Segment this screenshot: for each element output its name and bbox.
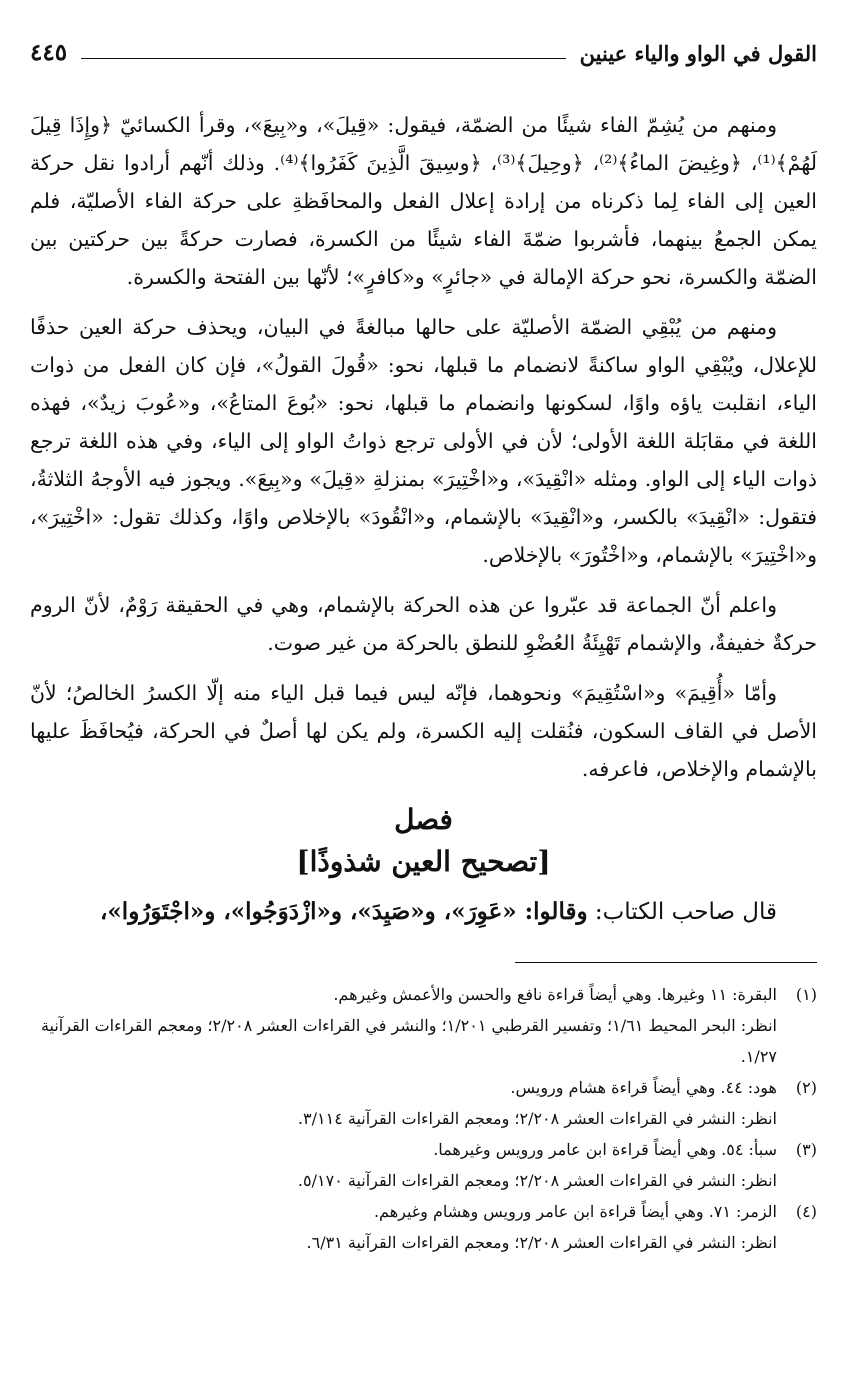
footnote-text: سبأ: ٥٤. وهي أيضاً قراءة ابن عامر ورويس وغيرهما. [433,1140,777,1159]
footnote-reference: انظر: النشر في القراءات العشر ٢/٢٠٨؛ ومعجم القراءات القرآنية ٦/٣١. [306,1233,777,1252]
paragraph: واعلم أنّ الجماعة قد عبّروا عن هذه الحركة بالإشمام، وهي في الحقيقة رَوْمٌ، لأنّ الروم حركةٌ خفيفةٌ، والإشمام تَهْيِئَةُ العُضْوِ للنطق بالحركة من غير صوت. [30,593,817,655]
footnote [30,979,817,1010]
footnote-number: (١) [795,985,817,1004]
footnote-reference: انظر: البحر المحيط ١/٦١؛ وتفسير القرطبي ١/٢٠١؛ والنشر في القراءات العشر ٢/٢٠٨؛ ومعجم القراءات القرآنية ١/٢٧. [40,1016,777,1066]
page-number: ٤٤٥ [30,39,68,66]
header-rule [81,58,566,59]
section-subheading: [تصحيح العين شذوذًا] [296,845,551,878]
section-heading: فصل [394,803,453,836]
footnote [30,1196,817,1227]
footnote [30,1134,817,1165]
paragraph: ومنهم من يُشِمّ الفاء شيئًا من الضمّة، فيقول: «قِيلَ»، و«بِيعَ»، وقرأ الكسائيّ ﴿وإِذَا قِيلَ لَهُمْ﴾⁽¹⁾، ﴿وغِيضَ الماءُ﴾⁽²⁾، ﴿وحِيلَ﴾⁽³⁾، ﴿وسِيقَ الَّذِينَ كَفَرُوا﴾⁽⁴⁾. وذلك أنّهم أرادوا نقل حركة العين إلى الفاء لِما ذكرناه من إرادة إعلال الفعل والمحافَظةِ على حركة الفاء الأصليّة، فلم يمكن الجمعُ بينهما، فأشربوا ضمّةَ الفاء شيئًا من الكسرة، فصارت حركةً بين حركتين بين الضمّة والكسرة، نحو حركة الإمالة في «جائرٍ» و«كافرٍ»؛ لأنّها بين الفتحة والكسرة. [30,113,817,289]
book-page [30,36,817,1258]
footnote-number: (٤) [795,1202,817,1221]
footnote [30,1072,817,1103]
quote-intro: قال صاحب الكتاب: [594,899,777,925]
paragraph: وأمّا «أُقِيمَ» و«اسْتُقِيمَ» ونحوهما، فإنّه ليس فيما قبل الياء منه إلّا الكسرُ الخالصُ؛ لأنّ الأصل في القاف السكون، فنُقلت إليه الكسرة، ولم يكن لها أصلٌ في الحركة، فيُحافَظَ عليها بالإشمام والإخلاص، فاعرفه. [30,681,817,781]
footnote-number: (٢) [795,1078,817,1097]
footnote-reference: انظر: النشر في القراءات العشر ٢/٢٠٨؛ ومعجم القراءات القرآنية ٥/١٧٠. [297,1171,777,1190]
footnotes [30,979,817,1258]
footnote-text: الزمر: ٧١. وهي أيضاً قراءة ابن عامر ورويس وهشام وغيرهم. [373,1202,777,1221]
footnote-rule [515,962,817,963]
quote-text: وقالوا: «عَوِرَ»، و«صَيِدَ»، و«ازْدَوَجُوا»، و«اجْتَوَرُوا»، [100,898,588,925]
footnote-reference: انظر: النشر في القراءات العشر ٢/٢٠٨؛ ومعجم القراءات القرآنية ٣/١١٤. [297,1109,777,1128]
author-quote [30,890,817,934]
footnote-text: البقرة: ١١ وغيرها. وهي أيضاً قراءة نافع والحسن والأعمش وغيرهم. [333,985,777,1004]
running-header-title: القول في الواو والياء عينين [579,41,817,66]
running-header [30,36,817,66]
paragraph: ومنهم من يُبْقِي الضمّة الأصليّة على حالها مبالغةً في البيان، ويحذف حركة العين حذفًا للإعلال، ويُبْقِي الواو ساكنةً لانضمام ما قبلها، نحو: «قُولَ القولُ»، فإن كان الفعل من ذوات الياء، انقلبت ياؤه واوًا، لسكونها وانضمام ما قبلها، نحو: «بُوعَ المتاعُ»، و«عُوبَ زيدٌ»، فهذه اللغة في مقابَلة اللغة الأولى؛ لأن في الأولى ترجع ذواتُ الواو إلى الياء، وفي هذه اللغة ترجع ذوات الياء إلى الواو. ومثله «انْقِيدَ»، و«اخْتِيرَ» بمنزلةِ «قِيلَ» و«بِيعَ». ويجوز فيه الأوجهُ الثلاثةُ، فتقول: «انْقِيدَ» بالكسر، و«انْقِيدَ» بالإشمام، و«انْقُودَ» بالإخلاص واوًا، وكذلك تقول: «اخْتِيرَ»، و«اخْتِيرَ» بالإشمام، و«اخْتُورَ» بالإخلاص. [30,315,817,567]
footnote-text: هود: ٤٤. وهي أيضاً قراءة هشام ورويس. [510,1078,777,1097]
footnote-number: (٣) [795,1140,817,1159]
main-text [30,106,817,934]
